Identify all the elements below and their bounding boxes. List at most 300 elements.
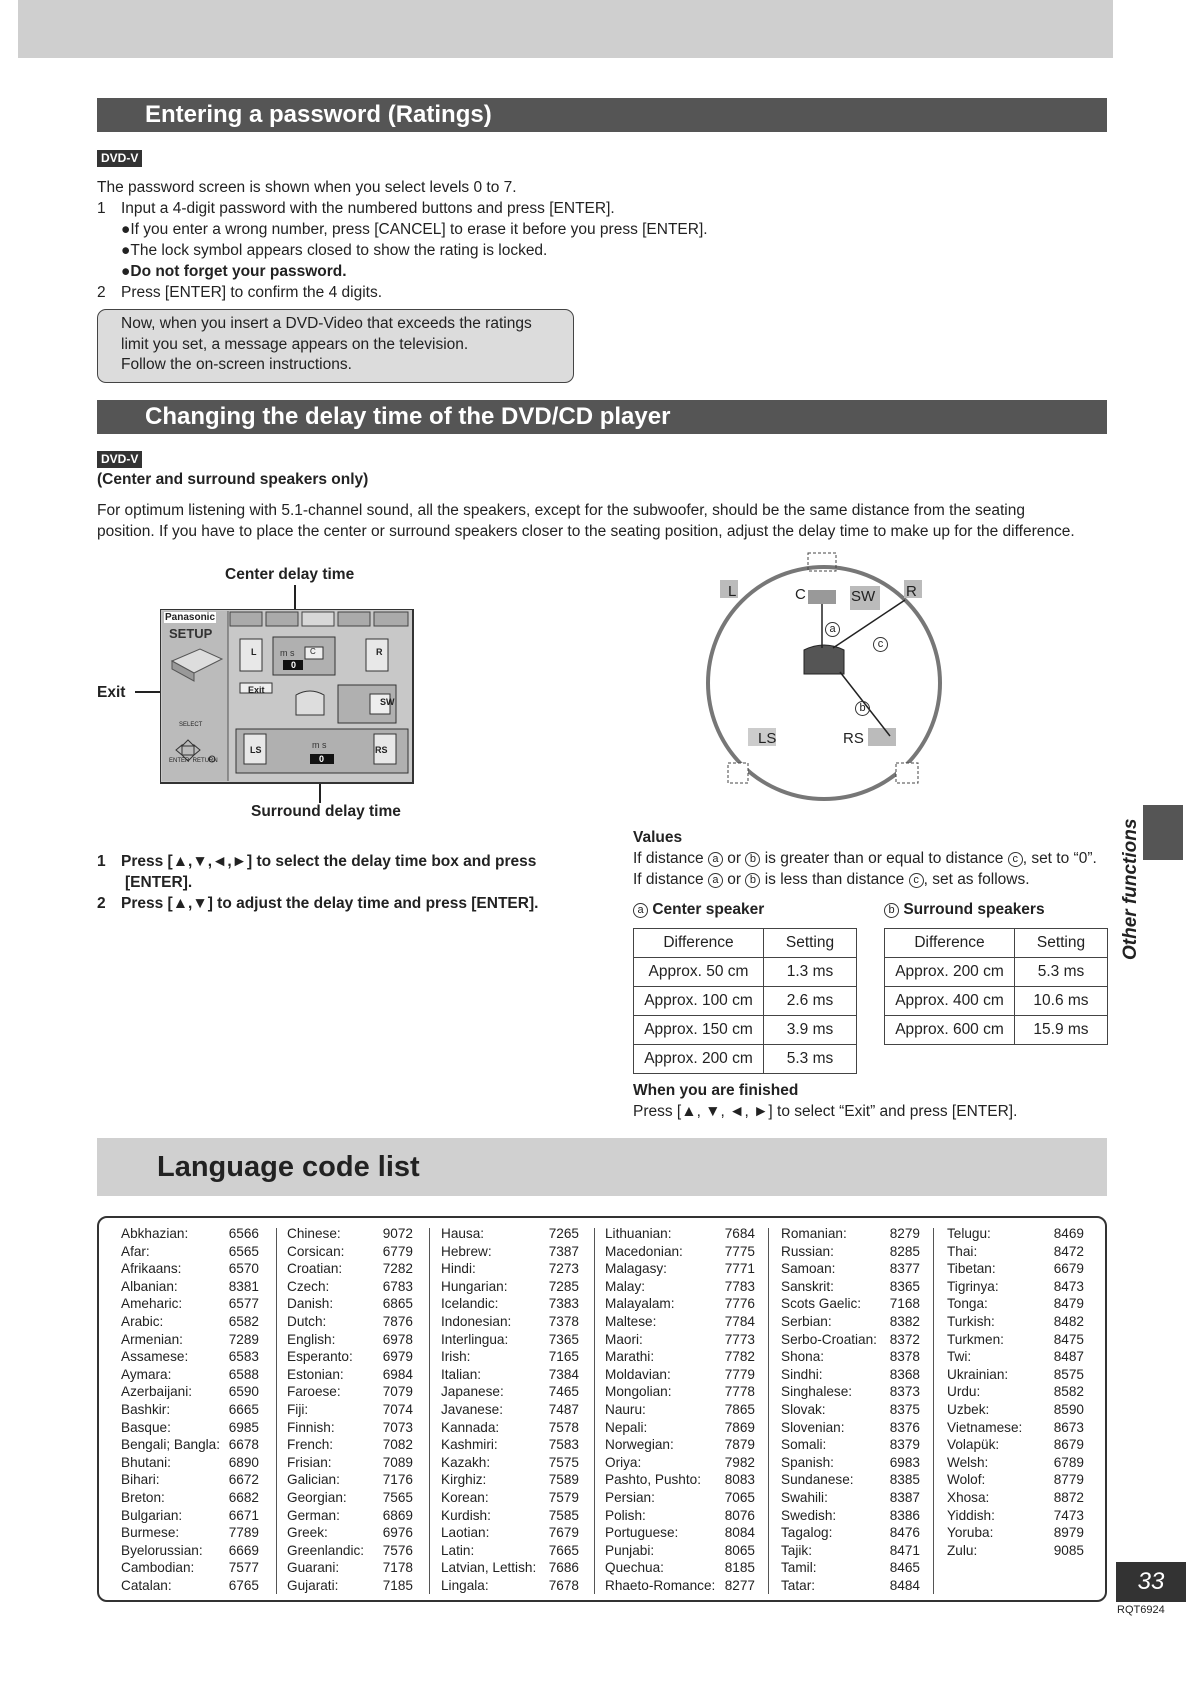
language-entry xyxy=(441,1577,579,1595)
language-name: Faroese: xyxy=(287,1384,341,1400)
language-entry xyxy=(947,1454,1084,1472)
speaker-l: L xyxy=(251,647,257,657)
language-code: 8377 xyxy=(889,1261,920,1277)
section-title-delay: Changing the delay time of the DVD/CD player xyxy=(97,400,1107,434)
language-name: Italian: xyxy=(441,1366,482,1382)
language-name: Corsican: xyxy=(287,1243,345,1259)
language-code: 6583 xyxy=(228,1349,259,1365)
language-name: Zulu: xyxy=(947,1542,978,1558)
language-name: Javanese: xyxy=(441,1401,503,1417)
language-code: 7876 xyxy=(382,1313,413,1329)
language-code: 8387 xyxy=(889,1489,920,1505)
values-text: If distance xyxy=(633,871,704,888)
language-entry xyxy=(287,1348,413,1366)
table-row xyxy=(885,987,1108,1016)
language-code: 7684 xyxy=(724,1226,755,1241)
step-number: 2 xyxy=(97,895,106,912)
language-entry xyxy=(947,1278,1084,1296)
language-name: Telugu: xyxy=(947,1226,991,1241)
language-entry xyxy=(287,1524,413,1542)
language-code: 8679 xyxy=(1053,1437,1084,1453)
language-code: 6890 xyxy=(228,1454,259,1470)
language-name: Samoan: xyxy=(781,1261,836,1277)
language-entry xyxy=(441,1313,579,1331)
language-code: 8277 xyxy=(724,1577,755,1593)
distance-b-marker: b xyxy=(855,701,870,716)
language-code: 7073 xyxy=(382,1419,413,1435)
values-text: If distance xyxy=(633,850,704,867)
language-code: 6590 xyxy=(228,1384,259,1400)
language-entry xyxy=(287,1243,413,1261)
language-name: Japanese: xyxy=(441,1384,504,1400)
language-name: Moldavian: xyxy=(605,1366,671,1382)
language-code: 7165 xyxy=(548,1349,579,1365)
language-entry xyxy=(121,1260,259,1278)
language-entry xyxy=(781,1454,920,1472)
language-name: Thai: xyxy=(947,1243,978,1259)
surround-delay-value[interactable]: 0 xyxy=(319,754,325,764)
language-column xyxy=(287,1225,413,1594)
language-code: 6671 xyxy=(228,1507,259,1523)
language-name: Byelorussian: xyxy=(121,1542,203,1558)
language-code: 8372 xyxy=(889,1331,920,1347)
language-code: 6979 xyxy=(382,1349,413,1365)
language-entry xyxy=(121,1489,259,1507)
language-name: Vietnamese: xyxy=(947,1419,1023,1435)
language-code: 8365 xyxy=(889,1278,920,1294)
language-entry xyxy=(121,1295,259,1313)
language-name: Irish: xyxy=(441,1349,471,1365)
language-entry xyxy=(605,1243,755,1261)
language-code: 8475 xyxy=(1053,1331,1084,1347)
language-entry xyxy=(605,1260,755,1278)
language-code: 8673 xyxy=(1053,1419,1084,1435)
language-name: Yiddish: xyxy=(947,1507,995,1523)
password-step-2: Press [ENTER] to confirm the 4 digits. xyxy=(121,284,383,301)
language-name: Swedish: xyxy=(781,1507,837,1523)
language-name: Pashto, Pushto: xyxy=(605,1472,701,1488)
language-code: 8472 xyxy=(1053,1243,1084,1259)
circle-c: c xyxy=(909,873,924,888)
language-code: 6682 xyxy=(228,1489,259,1505)
password-step-1: Input a 4-digit password with the numbered buttons and press [ENTER]. xyxy=(121,200,615,217)
language-code: 7384 xyxy=(548,1366,579,1382)
delay-step-1-cont: [ENTER]. xyxy=(125,874,193,891)
language-code: 8065 xyxy=(724,1542,755,1558)
language-entry xyxy=(441,1419,579,1437)
language-entry xyxy=(605,1436,755,1454)
language-entry xyxy=(287,1260,413,1278)
language-name: Scots Gaelic: xyxy=(781,1296,862,1312)
speaker-label-rs: RS xyxy=(843,730,864,747)
language-code: 6665 xyxy=(228,1401,259,1417)
language-entry xyxy=(441,1454,579,1472)
language-name: Nepali: xyxy=(605,1419,648,1435)
language-entry xyxy=(781,1507,920,1525)
language-code: 8469 xyxy=(1053,1226,1084,1241)
language-name: Urdu: xyxy=(947,1384,981,1400)
language-name: Russian: xyxy=(781,1243,834,1259)
language-code: 6779 xyxy=(382,1243,413,1259)
circle-c: c xyxy=(1008,852,1023,867)
language-entry xyxy=(781,1313,920,1331)
language-code: 7365 xyxy=(548,1331,579,1347)
language-name: Azerbaijani: xyxy=(121,1384,193,1400)
speaker-r: R xyxy=(376,647,383,657)
language-entry xyxy=(121,1383,259,1401)
language-entry xyxy=(441,1524,579,1542)
language-code: 6985 xyxy=(228,1419,259,1435)
language-entry xyxy=(605,1577,755,1595)
language-code: 7583 xyxy=(548,1437,579,1453)
language-code: 6869 xyxy=(382,1507,413,1523)
language-name: Singhalese: xyxy=(781,1384,853,1400)
language-code: 8376 xyxy=(889,1419,920,1435)
language-name: Hungarian: xyxy=(441,1278,508,1294)
language-entry xyxy=(441,1348,579,1366)
language-code: 8575 xyxy=(1053,1366,1084,1382)
language-entry xyxy=(287,1419,413,1437)
table-row xyxy=(634,1016,857,1045)
language-code: 7779 xyxy=(724,1366,755,1382)
values-text: is greater than or equal to distance xyxy=(764,850,1004,867)
language-entry xyxy=(947,1542,1084,1560)
language-entry xyxy=(781,1348,920,1366)
column-divider xyxy=(768,1228,769,1594)
language-entry xyxy=(121,1507,259,1525)
speaker-label-l: L xyxy=(728,583,737,600)
speaker-label-r: R xyxy=(906,583,917,600)
language-code: 7585 xyxy=(548,1507,579,1523)
language-entry xyxy=(287,1542,413,1560)
speaker-ls: LS xyxy=(250,745,262,755)
language-name: Romanian: xyxy=(781,1226,847,1241)
language-name: Persian: xyxy=(605,1489,655,1505)
language-entry xyxy=(121,1366,259,1384)
language-code: 7784 xyxy=(724,1313,755,1329)
language-code: 6978 xyxy=(382,1331,413,1347)
bullet-text: The lock symbol appears closed to show the rating is locked. xyxy=(130,242,548,259)
table-cell: 5.3 ms xyxy=(1015,958,1108,987)
language-name: Danish: xyxy=(287,1296,334,1312)
language-name: Maori: xyxy=(605,1331,643,1347)
language-code: 6570 xyxy=(228,1261,259,1277)
language-name: Tajik: xyxy=(781,1542,812,1558)
language-name: Finnish: xyxy=(287,1419,335,1435)
bullet-item: ●Do not forget your password. xyxy=(121,263,347,280)
language-code: 8482 xyxy=(1053,1313,1084,1329)
table-cell: 3.9 ms xyxy=(764,1016,857,1045)
language-entry xyxy=(287,1295,413,1313)
language-entry xyxy=(121,1524,259,1542)
language-name: Sundanese: xyxy=(781,1472,854,1488)
language-column xyxy=(121,1225,259,1594)
language-entry xyxy=(121,1577,259,1595)
language-name: Tibetan: xyxy=(947,1261,996,1277)
language-entry xyxy=(121,1348,259,1366)
language-entry xyxy=(441,1331,579,1349)
language-name: Ukrainian: xyxy=(947,1366,1009,1382)
table-cell: Approx. 200 cm xyxy=(885,958,1015,987)
language-code: 7783 xyxy=(724,1278,755,1294)
language-name: Latvian, Lettish: xyxy=(441,1560,537,1576)
note-line: Now, when you insert a DVD-Video that exceeds the ratings xyxy=(121,315,532,332)
language-code: 8379 xyxy=(889,1437,920,1453)
exit-button[interactable]: Exit xyxy=(248,685,265,695)
language-name: Korean: xyxy=(441,1489,489,1505)
language-entry xyxy=(947,1348,1084,1366)
language-code: 7378 xyxy=(548,1313,579,1329)
language-entry xyxy=(121,1419,259,1437)
language-code: 8582 xyxy=(1053,1384,1084,1400)
language-name: Greenlandic: xyxy=(287,1542,365,1558)
language-entry xyxy=(781,1419,920,1437)
language-entry xyxy=(781,1577,920,1595)
language-entry xyxy=(287,1313,413,1331)
language-entry xyxy=(287,1366,413,1384)
language-code: 6765 xyxy=(228,1577,259,1593)
language-code: 8487 xyxy=(1053,1349,1084,1365)
language-code: 7982 xyxy=(724,1454,755,1470)
language-name: Catalan: xyxy=(121,1577,172,1593)
language-entry xyxy=(947,1419,1084,1437)
language-entry xyxy=(287,1401,413,1419)
language-entry xyxy=(121,1542,259,1560)
language-code: 7065 xyxy=(724,1489,755,1505)
language-code: 7879 xyxy=(724,1437,755,1453)
language-code: 7776 xyxy=(724,1296,755,1312)
language-code: 8375 xyxy=(889,1401,920,1417)
language-entry xyxy=(781,1489,920,1507)
language-name: Portuguese: xyxy=(605,1525,679,1541)
language-entry xyxy=(287,1331,413,1349)
language-entry xyxy=(121,1225,259,1243)
language-code: 9085 xyxy=(1053,1542,1084,1558)
language-name: Tatar: xyxy=(781,1577,815,1593)
language-code: 7869 xyxy=(724,1419,755,1435)
language-code: 7576 xyxy=(382,1542,413,1558)
ratings-note-box xyxy=(97,309,574,383)
language-name: French: xyxy=(287,1437,334,1453)
language-code: 6984 xyxy=(382,1366,413,1382)
language-name: Albanian: xyxy=(121,1278,178,1294)
center-delay-value[interactable]: 0 xyxy=(291,660,297,670)
language-entry xyxy=(947,1383,1084,1401)
language-code: 7465 xyxy=(548,1384,579,1400)
language-entry xyxy=(121,1454,259,1472)
surround-speaker-table xyxy=(884,928,1108,1045)
speaker-label-sw: SW xyxy=(851,588,876,605)
circle-b: b xyxy=(884,903,899,918)
table-row xyxy=(634,1045,857,1074)
language-name: Rhaeto-Romance: xyxy=(605,1577,716,1593)
language-name: Georgian: xyxy=(287,1489,347,1505)
language-name: Uzbek: xyxy=(947,1401,990,1417)
center-speaker-table xyxy=(633,928,857,1074)
language-code: 8979 xyxy=(1053,1525,1084,1541)
language-entry xyxy=(605,1507,755,1525)
language-code: 8473 xyxy=(1053,1278,1084,1294)
language-name: Turkish: xyxy=(947,1313,995,1329)
language-code: 7074 xyxy=(382,1401,413,1417)
language-name: Slovenian: xyxy=(781,1419,845,1435)
language-entry xyxy=(781,1260,920,1278)
language-name: Abkhazian: xyxy=(121,1226,189,1241)
language-code: 7387 xyxy=(548,1243,579,1259)
language-name: Laotian: xyxy=(441,1525,490,1541)
language-code: 6976 xyxy=(382,1525,413,1541)
table-cell: Approx. 50 cm xyxy=(634,958,764,987)
language-code: 8479 xyxy=(1053,1296,1084,1312)
values-line-1 xyxy=(633,848,1097,869)
ms-unit: m s xyxy=(280,648,295,658)
password-intro: The password screen is shown when you select levels 0 to 7. xyxy=(97,179,517,196)
language-name: Polish: xyxy=(605,1507,646,1523)
language-code: 8279 xyxy=(889,1226,920,1241)
exit-label: Exit xyxy=(97,684,126,701)
language-name: Lithuanian: xyxy=(605,1226,672,1241)
table-title-text: Surround speakers xyxy=(903,901,1045,918)
language-code: 7579 xyxy=(548,1489,579,1505)
language-name: Somali: xyxy=(781,1437,827,1453)
values-text: or xyxy=(727,871,742,888)
table-header-row xyxy=(885,929,1108,958)
language-name: Marathi: xyxy=(605,1349,655,1365)
language-entry xyxy=(121,1331,259,1349)
language-name: Kashmiri: xyxy=(441,1437,498,1453)
language-code: 6789 xyxy=(1053,1454,1084,1470)
language-entry xyxy=(605,1542,755,1560)
language-entry xyxy=(287,1383,413,1401)
language-code: 7079 xyxy=(382,1384,413,1400)
language-entry xyxy=(441,1225,579,1243)
language-entry xyxy=(441,1383,579,1401)
language-name: Maltese: xyxy=(605,1313,657,1329)
language-name: Bengali; Bangla: xyxy=(121,1437,221,1453)
values-text: , set as follows. xyxy=(923,871,1030,888)
language-entry xyxy=(287,1225,413,1243)
language-code: 6783 xyxy=(382,1278,413,1294)
top-band xyxy=(18,0,1113,58)
table-cell: Approx. 200 cm xyxy=(634,1045,764,1074)
language-column xyxy=(441,1225,579,1594)
language-code: 8285 xyxy=(889,1243,920,1259)
language-entry xyxy=(287,1454,413,1472)
language-name: Cambodian: xyxy=(121,1560,195,1576)
language-name: Sindhi: xyxy=(781,1366,823,1382)
language-entry xyxy=(947,1524,1084,1542)
language-name: Yoruba: xyxy=(947,1525,994,1541)
language-entry xyxy=(605,1524,755,1542)
table-header-row xyxy=(634,929,857,958)
language-entry xyxy=(781,1542,920,1560)
language-name: Xhosa: xyxy=(947,1489,990,1505)
language-code: 7665 xyxy=(548,1542,579,1558)
finished-text: Press [▲, ▼, ◄, ►] to select “Exit” and press [ENTER]. xyxy=(633,1103,1018,1120)
language-name: Croatian: xyxy=(287,1261,343,1277)
table-cell: Approx. 600 cm xyxy=(885,1016,1015,1045)
language-code: 6565 xyxy=(228,1243,259,1259)
table-row xyxy=(885,1016,1108,1045)
language-name: Breton: xyxy=(121,1489,165,1505)
table-header: Setting xyxy=(1015,929,1108,958)
language-entry xyxy=(441,1260,579,1278)
language-code: 8378 xyxy=(889,1349,920,1365)
language-code: 7865 xyxy=(724,1401,755,1417)
language-entry xyxy=(781,1278,920,1296)
language-code: 6577 xyxy=(228,1296,259,1312)
enter-return-label: ENTER RETURN xyxy=(169,758,218,764)
language-name: Aymara: xyxy=(121,1366,172,1382)
step-number: 1 xyxy=(97,853,106,870)
language-name: Welsh: xyxy=(947,1454,989,1470)
language-name: Malagasy: xyxy=(605,1261,667,1277)
language-name: Tonga: xyxy=(947,1296,988,1312)
language-entry xyxy=(441,1436,579,1454)
language-name: Lingala: xyxy=(441,1577,489,1593)
language-code: 6672 xyxy=(228,1472,259,1488)
side-tab-marker xyxy=(1143,805,1183,860)
language-name: Kurdish: xyxy=(441,1507,491,1523)
circle-a: a xyxy=(633,903,648,918)
language-entry xyxy=(605,1225,755,1243)
language-name: Gujarati: xyxy=(287,1577,339,1593)
table-cell: 15.9 ms xyxy=(1015,1016,1108,1045)
language-code: 9072 xyxy=(382,1226,413,1241)
language-code: 7577 xyxy=(228,1560,259,1576)
language-name: Kannada: xyxy=(441,1419,500,1435)
values-text: is less than distance xyxy=(764,871,905,888)
table-row xyxy=(634,958,857,987)
language-code: 6678 xyxy=(228,1437,259,1453)
language-code: 8083 xyxy=(724,1472,755,1488)
language-name: Shona: xyxy=(781,1349,825,1365)
language-name: Armenian: xyxy=(121,1331,183,1347)
language-code: 8368 xyxy=(889,1366,920,1382)
language-entry xyxy=(947,1471,1084,1489)
language-code: 7771 xyxy=(724,1261,755,1277)
language-name: Dutch: xyxy=(287,1313,327,1329)
language-code: 8382 xyxy=(889,1313,920,1329)
table-header: Difference xyxy=(885,929,1015,958)
bullet-text: If you enter a wrong number, press [CANCEL] to erase it before you press [ENTER]. xyxy=(130,221,708,238)
language-entry xyxy=(947,1243,1084,1261)
language-code: 7273 xyxy=(548,1261,579,1277)
language-name: Estonian: xyxy=(287,1366,344,1382)
language-name: Bihari: xyxy=(121,1472,160,1488)
language-name: Bulgarian: xyxy=(121,1507,183,1523)
language-name: Nauru: xyxy=(605,1401,646,1417)
language-entry xyxy=(947,1489,1084,1507)
language-column xyxy=(947,1225,1084,1559)
brand-logo: Panasonic xyxy=(165,612,216,623)
language-entry xyxy=(605,1559,755,1577)
column-divider xyxy=(276,1228,277,1594)
language-name: Burmese: xyxy=(121,1525,180,1541)
language-name: Swahili: xyxy=(781,1489,828,1505)
language-entry xyxy=(781,1366,920,1384)
language-name: Ameharic: xyxy=(121,1296,183,1312)
language-code: 7473 xyxy=(1053,1507,1084,1523)
language-code: 7773 xyxy=(724,1331,755,1347)
language-entry xyxy=(781,1295,920,1313)
language-entry xyxy=(287,1559,413,1577)
table-cell: 5.3 ms xyxy=(764,1045,857,1074)
language-name: Galician: xyxy=(287,1472,340,1488)
values-text: or xyxy=(727,850,742,867)
language-entry xyxy=(947,1225,1084,1243)
delay-para-line: For optimum listening with 5.1-channel sound, all the speakers, except for the subwoofer, should be the same distance from the seating xyxy=(97,502,1025,519)
